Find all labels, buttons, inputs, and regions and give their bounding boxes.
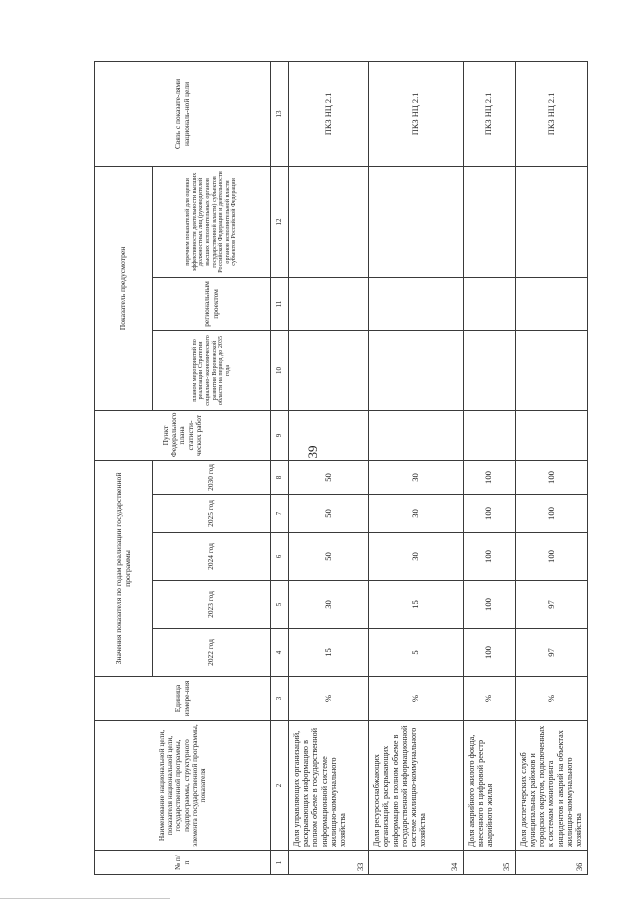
header-2023: 2023 год bbox=[153, 581, 271, 629]
rotated-table-wrapper bbox=[94, 62, 588, 875]
row-number: 35 bbox=[463, 851, 515, 875]
value-2030: 100 bbox=[515, 460, 587, 494]
value-2023: 97 bbox=[515, 581, 587, 629]
strategy-cell bbox=[463, 330, 515, 410]
value-2022: 5 bbox=[369, 629, 463, 677]
indicator-name: Доля ресурсоснабжающих организаций, раскрывающих информацию в полном объеме в государственной информационной системе жилищно-коммунального хозяйства bbox=[369, 721, 463, 851]
fed-plan-cell bbox=[463, 410, 515, 460]
regional-cell bbox=[463, 277, 515, 330]
evaluation-cell bbox=[515, 166, 587, 277]
index-cell: 13 bbox=[271, 61, 289, 166]
index-cell: 1 bbox=[271, 851, 289, 875]
value-2024: 30 bbox=[369, 533, 463, 581]
goal-link-cell: ПКЗ НЦ 2.1 bbox=[515, 61, 587, 166]
value-2023: 30 bbox=[289, 581, 369, 629]
row-number: 36 bbox=[515, 851, 587, 875]
header-fed-plan: Пункт Федерального плана статисти-ческих работ bbox=[95, 410, 271, 460]
header-2025: 2025 год bbox=[153, 495, 271, 533]
value-2025: 100 bbox=[463, 495, 515, 533]
value-2024: 50 bbox=[289, 533, 369, 581]
header-unit: Единица измере-ния bbox=[95, 677, 271, 721]
index-cell: 11 bbox=[271, 277, 289, 330]
header-num: № п/п bbox=[95, 851, 271, 875]
column-index-row bbox=[271, 61, 289, 874]
table-row bbox=[289, 61, 369, 874]
header-values-group: Значения показателя по годам реализации государственной программы bbox=[95, 460, 153, 676]
value-2022: 15 bbox=[289, 629, 369, 677]
fed-plan-cell bbox=[289, 410, 369, 460]
header-evaluation: перечнем показателей для оценки эффективности деятельности высших должностных лиц (руководителей высших исполнительных органов государственной власти) субъектов Российской Федерации и деятельности органов исполнительной власти субъектов Российской Федерации bbox=[153, 166, 271, 277]
index-cell: 8 bbox=[271, 460, 289, 494]
table-row bbox=[463, 61, 515, 874]
value-2030: 50 bbox=[289, 460, 369, 494]
index-cell: 10 bbox=[271, 330, 289, 410]
fed-plan-cell bbox=[369, 410, 463, 460]
index-cell: 4 bbox=[271, 629, 289, 677]
header-name: Наименование национальной цели, показателя национальной цели, государственной программы, подпрограммы, структурного элемента государственной программы, показателя bbox=[95, 721, 271, 851]
regional-cell bbox=[369, 277, 463, 330]
goal-link-cell: ПКЗ НЦ 2.1 bbox=[289, 61, 369, 166]
value-2023: 100 bbox=[463, 581, 515, 629]
value-2030: 30 bbox=[369, 460, 463, 494]
indicator-name: Доля диспетчерских служб муниципальных районов и городских округов, подключенных к системам мониторинга инцидентов и аварий на объектах жилищно-коммунального хозяйства bbox=[515, 721, 587, 851]
regional-cell bbox=[289, 277, 369, 330]
index-cell: 3 bbox=[271, 677, 289, 721]
index-cell: 12 bbox=[271, 166, 289, 277]
header-strategy: планом мероприятий по реализации Стратегии социально-экономического развития Воронежской области на период до 2035 года bbox=[153, 330, 271, 410]
fed-plan-cell bbox=[515, 410, 587, 460]
header-regional: региональным проектом bbox=[153, 277, 271, 330]
index-cell: 5 bbox=[271, 581, 289, 629]
unit-cell: % bbox=[515, 677, 587, 721]
unit-cell: % bbox=[463, 677, 515, 721]
indicators-table bbox=[94, 61, 588, 875]
header-2024: 2024 год bbox=[153, 533, 271, 581]
index-cell: 2 bbox=[271, 721, 289, 851]
value-2025: 30 bbox=[369, 495, 463, 533]
index-cell: 7 bbox=[271, 495, 289, 533]
row-number: 34 bbox=[369, 851, 463, 875]
table-row bbox=[515, 61, 587, 874]
header-provision-group: Показатель предусмотрен bbox=[95, 166, 153, 410]
evaluation-cell bbox=[463, 166, 515, 277]
value-2022: 100 bbox=[463, 629, 515, 677]
unit-cell: % bbox=[369, 677, 463, 721]
table-row bbox=[369, 61, 463, 874]
value-2024: 100 bbox=[463, 533, 515, 581]
header-row-1 bbox=[95, 61, 153, 874]
goal-link-cell: ПКЗ НЦ 2.1 bbox=[369, 61, 463, 166]
header-link: Связь с показате-лями националь-ной цели bbox=[95, 61, 271, 166]
goal-link-cell: ПКЗ НЦ 2.1 bbox=[463, 61, 515, 166]
evaluation-cell bbox=[289, 166, 369, 277]
index-cell: 6 bbox=[271, 533, 289, 581]
row-number: 33 bbox=[289, 851, 369, 875]
page-number: 39 bbox=[305, 445, 320, 459]
indicator-name: Доля управляющих организаций, раскрывающих информацию в полном объеме в государственной информационной системе жилищно-коммунального хозяйства bbox=[289, 721, 369, 851]
strategy-cell bbox=[289, 330, 369, 410]
value-2024: 100 bbox=[515, 533, 587, 581]
index-cell: 9 bbox=[271, 410, 289, 460]
value-2030: 100 bbox=[463, 460, 515, 494]
unit-cell: % bbox=[289, 677, 369, 721]
header-2030: 2030 год bbox=[153, 460, 271, 494]
evaluation-cell bbox=[369, 166, 463, 277]
indicator-name: Доля аварийного жилого фонда, внесенного в цифровой реестр аварийного жилья bbox=[463, 721, 515, 851]
value-2025: 100 bbox=[515, 495, 587, 533]
value-2023: 15 bbox=[369, 581, 463, 629]
page-edge-rule bbox=[0, 898, 170, 899]
strategy-cell bbox=[515, 330, 587, 410]
value-2025: 50 bbox=[289, 495, 369, 533]
value-2022: 97 bbox=[515, 629, 587, 677]
regional-cell bbox=[515, 277, 587, 330]
header-2022: 2022 год bbox=[153, 629, 271, 677]
strategy-cell bbox=[369, 330, 463, 410]
